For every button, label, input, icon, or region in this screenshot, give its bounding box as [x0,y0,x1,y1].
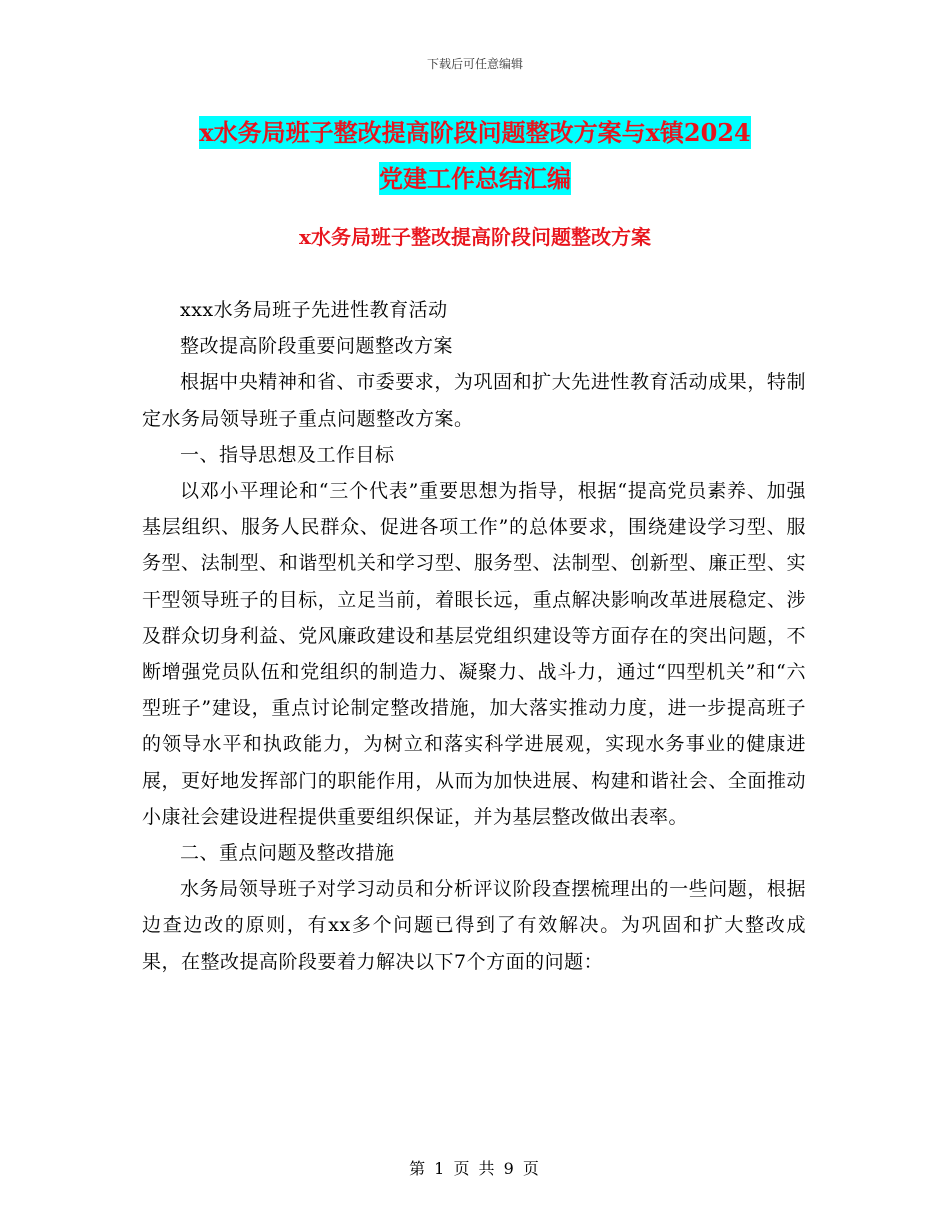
header-note: 下载后可任意编辑 [426,57,523,71]
section-title: x水务局班子整改提高阶段问题整改方案 [299,225,651,249]
paragraph: 水务局领导班子对学习动员和分析评议阶段查摆梳理出的一些问题，根据边查边改的原则，有xx多个问题已得到了有效解决。为巩固和扩大整改成果，在整改提高阶段要着力解决以下7个方面的问题： [142,878,806,973]
paragraph: xxx水务局班子先进性教育活动 [180,299,448,321]
page-number: 第 1 页 共 9 页 [409,1159,541,1178]
paragraph: 根据中央精神和省、市委要求，为巩固和扩大先进性教育活动成果，特制定水务局领导班子重点问题整改方案。 [142,371,806,430]
paragraph: 整改提高阶段重要问题整改方案 [180,335,454,358]
title-line-1: x水务局班子整改提高阶段问题整改方案与x镇2024 [199,118,751,147]
paragraph: 以邓小平理论和“三个代表”重要思想为指导，根据“提高党员素养、加强基层组织、服务人民群众、促进各项工作”的总体要求，围绕建设学习型、服务型、法制型、和谐型机关和学习型、服务型、法制型、创新型、廉正型、实干型领导班子的目标，立足当前，着眼长远，重点解决影响改革进展稳定、涉及群众切身利益、党风廉政建设和基层党组织建设等方面存在的突出问题，不断增强党员队伍和党组织的制造力、凝聚力、战斗力，通过“四型机关”和“六型班子”建设，重点讨论制定整改措施，加大落实推动力度，进一步提高班子的领导水平和执政能力，为树立和落实科学进展观，实现水务事业的健康进展，更好地发挥部门的职能作用，从而为加快进展、构建和谐社会、全面推动小康社会建设进程提供重要组织保证，并为基层整改做出表率。 [142,480,806,828]
heading-key-issues: 二、重点问题及整改措施 [180,842,395,865]
body-text [142,292,806,980]
document-title [0,110,950,202]
heading-guiding-thought: 一、指导思想及工作目标 [180,443,395,466]
title-line-2: 党建工作总结汇编 [379,164,571,193]
